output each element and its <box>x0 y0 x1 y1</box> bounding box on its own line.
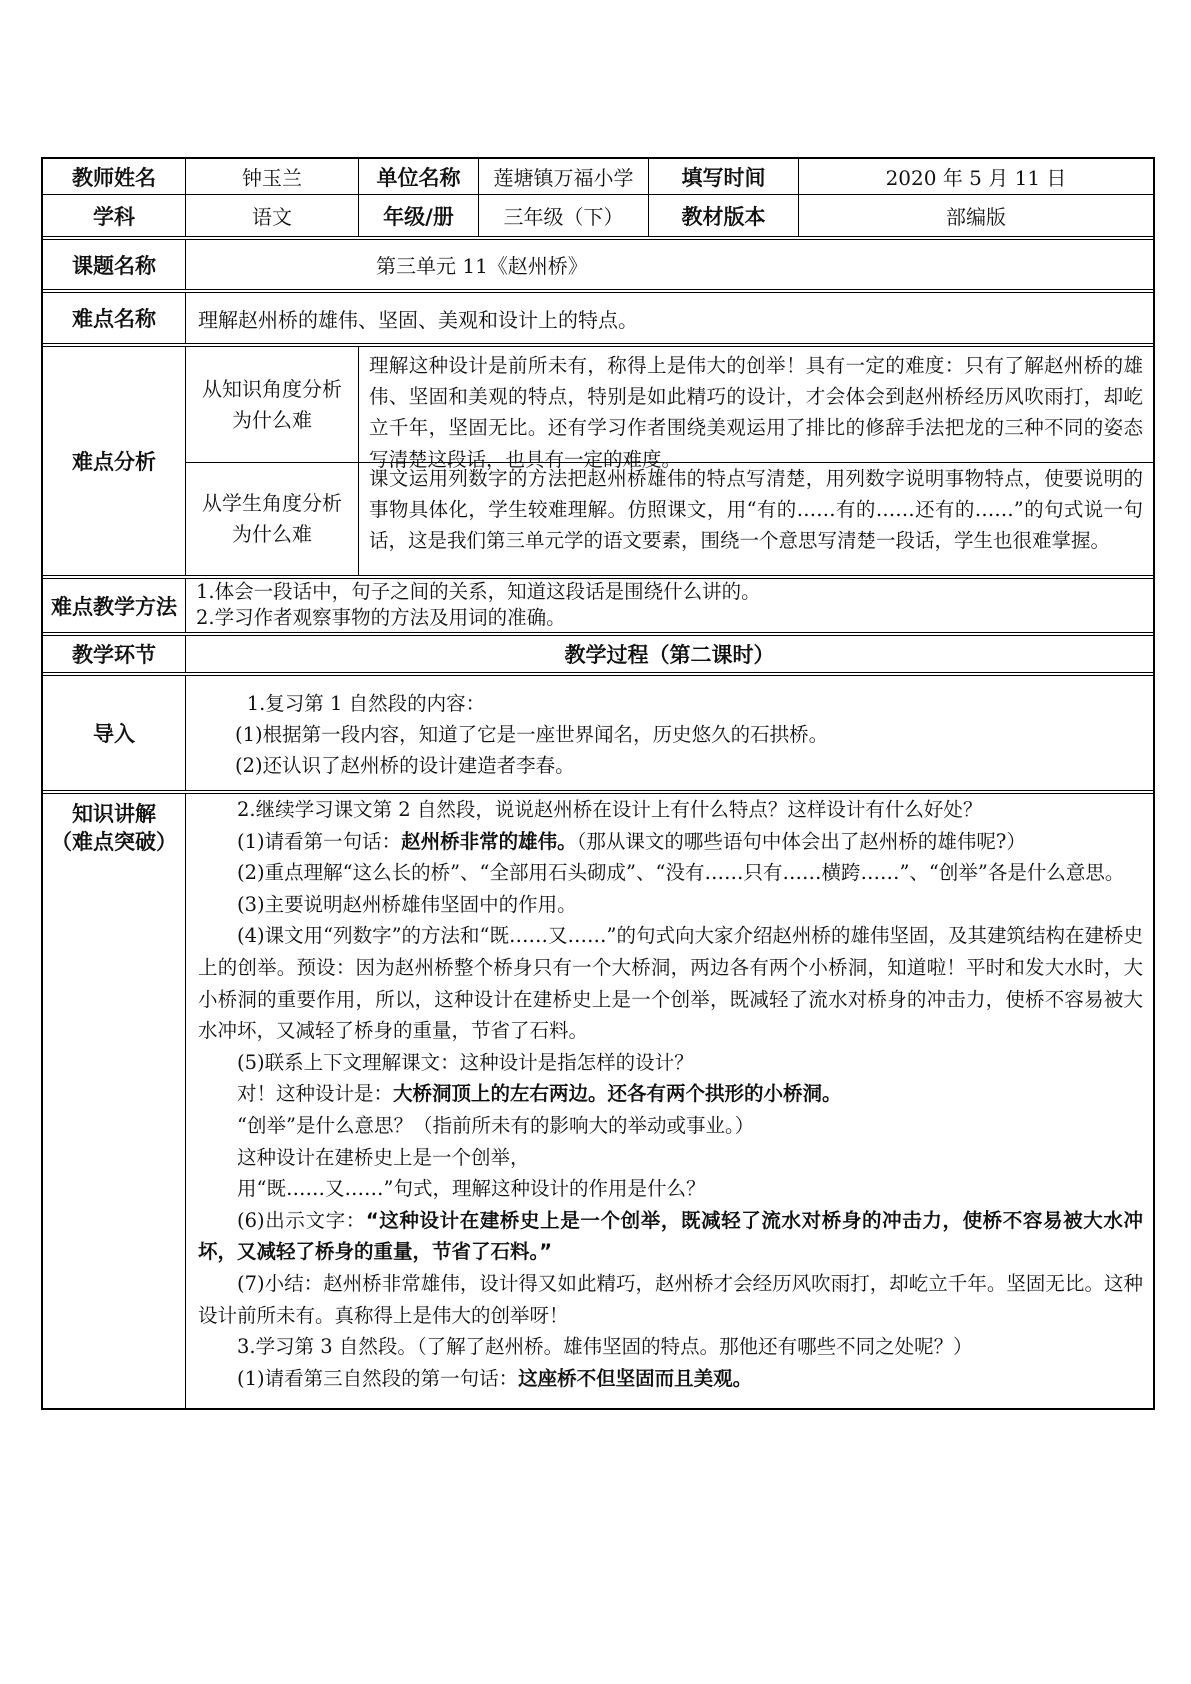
lecture-p12: (7)小结：赵州桥非常雄伟，设计得又如此精巧，赵州桥才会经历风吹雨打，却屹立千年。坚固无比。这种设计前所未有。真称得上是伟大的创举呀！ <box>198 1271 1143 1327</box>
lecture-label <box>43 794 185 1408</box>
method-text <box>185 579 1153 632</box>
teacher-name-value: 钟玉兰 <box>185 159 358 194</box>
lecture-p2 <box>198 826 1143 858</box>
lecture-label-line-1: 知识讲解 <box>72 802 156 826</box>
info-row-1 <box>43 159 1153 195</box>
knowledge-angle-label: 从知识角度分析为什么难 <box>202 376 342 432</box>
lecture-p14-bold: 这座桥不但坚固而且美观。 <box>518 1366 753 1390</box>
knowledge-row <box>186 347 1153 471</box>
lecture-p9: 这种设计在建桥史上是一个创举， <box>237 1145 530 1169</box>
lecture-p10: 用“既……又……”句式，理解这种设计的作用是什么？ <box>237 1177 706 1201</box>
topic-row <box>43 240 1153 293</box>
lecture-p5: (4)课文用“列数字”的方法和“既……又……”的句式向大家介绍赵州桥的雄伟坚固，及其建筑结构在建桥史上的创举。预设：因为赵州桥整个桥身只有一个大桥洞，两边各有两个小桥洞，知道啦！平时和发大水时，大小桥洞的重要作用，所以，这种设计在建桥史上是一个创举，既减轻了流水对桥身的冲击力，使桥不容易被大水冲坏，又减轻了桥身的重量，节省了石料。 <box>198 924 1143 1043</box>
lecture-p2-bold: 赵州桥非常的雄伟。 <box>401 829 577 853</box>
lecture-row <box>43 794 1153 1408</box>
student-angle-label: 从学生角度分析为什么难 <box>202 490 342 546</box>
topic-value: 第三单元 11《赵州桥》 <box>376 254 588 278</box>
topic-label: 课题名称 <box>72 253 156 278</box>
knowledge-angle-text: 理解这种设计是前所未有，称得上是伟大的创举！具有一定的难度：只有了解赵州桥的雄伟、坚固和美观的特点，特别是如此精巧的设计，才会体会到赵州桥经历风吹雨打，却屹立千年，坚固无比。还有学习作者围绕美观运用了排比的修辞手法把龙的三种不同的姿态写清楚这段话，也具有一定的难度。 <box>358 347 1153 462</box>
topic-value-cell <box>185 240 1153 289</box>
intro-line-1: 1.复习第 1 自然段的内容： <box>246 692 486 715</box>
method-line-1: 1.体会一段话中，句子之间的关系，知道这段话是围绕什么讲的。 <box>196 580 761 603</box>
lecture-p14 <box>198 1363 1143 1395</box>
edition-label: 教材版本 <box>648 195 798 236</box>
difficulty-label: 难点名称 <box>72 307 156 331</box>
intro-label: 导入 <box>93 722 135 746</box>
lecture-p6: (5)联系上下文理解课文：这种设计是指怎样的设计？ <box>237 1050 694 1074</box>
intro-line-3: (2)还认识了赵州桥的设计建造者李春。 <box>235 754 575 778</box>
lesson-plan-table <box>41 157 1155 1410</box>
lecture-p1: 2.继续学习课文第 2 自然段，说说赵州桥在设计上有什么特点？这样设计有什么好处？ <box>237 798 983 821</box>
info-row-2 <box>43 195 1153 240</box>
intro-row <box>43 676 1153 794</box>
method-label: 难点教学方法 <box>51 594 177 619</box>
teacher-name-label: 教师姓名 <box>72 165 156 190</box>
method-line-2: 2.学习作者观察事物的方法及用词的准确。 <box>196 606 566 629</box>
edition-value: 部编版 <box>798 195 1153 236</box>
student-row <box>186 462 1153 575</box>
lecture-p11-bold: “这种设计在建桥史上是一个创举，既减轻了流水对桥身的冲击力，使桥不容易被大水冲坏，又减轻了桥身的重量，节省了石料。” <box>198 1208 1143 1264</box>
lecture-p8: “创举”是什么意思？（指前所未有的影响大的举动或事业。） <box>237 1113 755 1137</box>
difficulty-value: 理解赵州桥的雄伟、坚固、美观和设计上的特点。 <box>185 293 1153 343</box>
lecture-label-line-2: （难点突破） <box>51 830 177 854</box>
process-step-label: 教学环节 <box>72 643 156 667</box>
subject-label: 学科 <box>93 204 135 229</box>
subject-value: 语文 <box>185 195 358 236</box>
lecture-p2-c: （那从课文的哪些语句中体会出了赵州桥的雄伟呢?） <box>576 829 1026 853</box>
lecture-p11 <box>198 1205 1143 1268</box>
process-header-row <box>43 636 1153 676</box>
lecture-p3: (2)重点理解“这么长的桥”、“全部用石头砌成”、“没有……只有……横跨……”、“创举”各是什么意思。 <box>237 861 1125 885</box>
unit-name-label: 单位名称 <box>358 159 478 194</box>
lecture-p13: 3.学习第 3 自然段。（了解了赵州桥。雄伟坚固的特点。那他还有哪些不同之处呢？） <box>237 1335 973 1359</box>
analysis-subtable <box>185 347 1153 575</box>
intro-content <box>185 676 1153 790</box>
process-title: 教学过程（第二课时） <box>185 636 1153 672</box>
fill-date-label: 填写时间 <box>648 159 798 194</box>
analysis-row <box>43 347 1153 579</box>
lecture-p14-a: (1)请看第三自然段的第一句话： <box>237 1366 519 1390</box>
grade-label: 年级/册 <box>358 195 478 236</box>
lecture-p11-a: (6)出示文字： <box>237 1208 366 1232</box>
method-row <box>43 579 1153 636</box>
intro-line-2: (1)根据第一段内容，知道了它是一座世界闻名，历史悠久的石拱桥。 <box>235 723 829 747</box>
student-angle-text: 课文运用列数字的方法把赵州桥雄伟的特点写清楚，用列数字说明事物特点，使要说明的事物具体化，学生较难理解。仿照课文，用“有的……有的……还有的……”的句式说一句话，这是我们第三单元学的语文要素，围绕一个意思写清楚一段话，学生也很难掌握。 <box>358 462 1153 575</box>
lecture-content <box>185 794 1153 1408</box>
fill-date-value: 2020 年 5 月 11 日 <box>798 159 1153 194</box>
lecture-p2-a: (1)请看第一句话： <box>237 829 402 853</box>
grade-value: 三年级（下） <box>478 195 648 236</box>
unit-name-value: 莲塘镇万福小学 <box>478 159 648 194</box>
analysis-label: 难点分析 <box>72 450 156 474</box>
lecture-p7 <box>198 1078 1143 1110</box>
lecture-p7-bold: 大桥洞顶上的左右两边。还各有两个拱形的小桥洞。 <box>393 1082 842 1106</box>
lecture-p7-a: 对！这种设计是： <box>237 1082 394 1106</box>
lecture-p4: (3)主要说明赵州桥雄伟坚固中的作用。 <box>237 892 577 916</box>
difficulty-row <box>43 293 1153 347</box>
